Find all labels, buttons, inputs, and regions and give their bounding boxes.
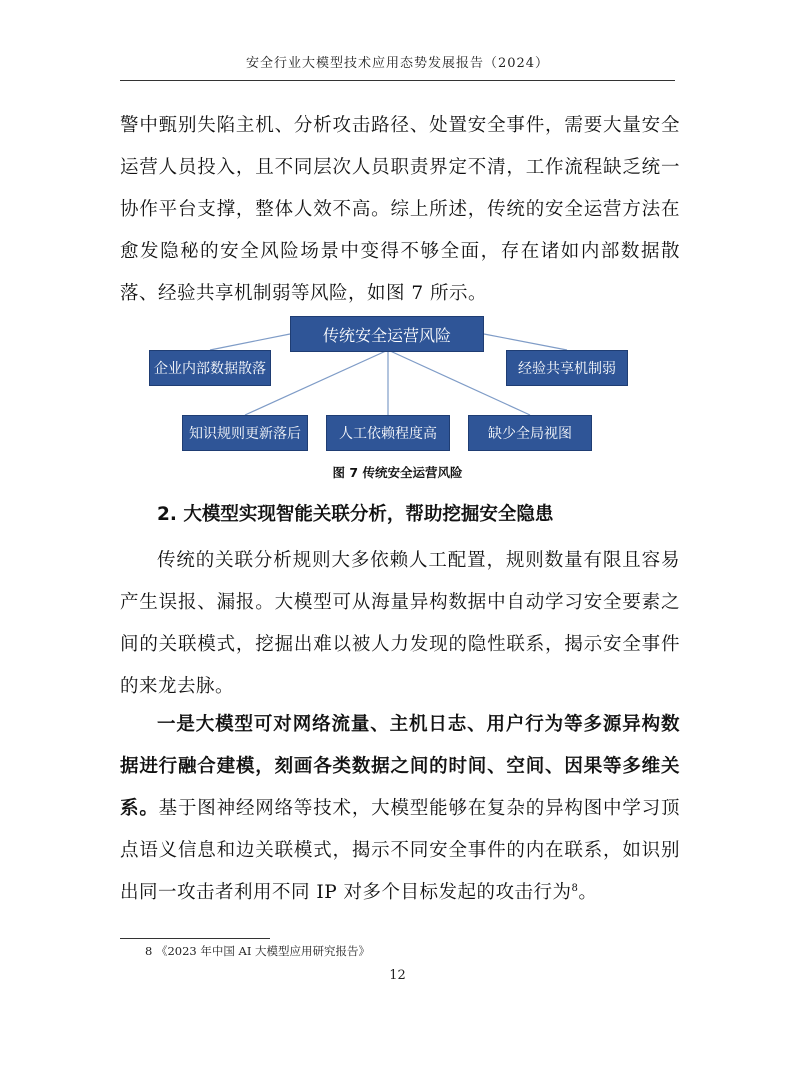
footnote-reference[interactable]: 8 [571,882,579,894]
footnote: 8 《2023 年中国 AI 大模型应用研究报告》 [145,944,371,958]
paragraph-2: 传统的关联分析规则大多依赖人工配置，规则数量有限且容易产生误报、漏报。大模型可从海量异构数据中自动学习安全要素之间的关联模式，挖掘出难以被人力发现的隐性联系，揭示安全事件的来龙去脉。 [120,550,680,697]
paragraph-3-bold-lead: 一是大模型可对网络流量、主机日志、用户行为等多源异构数据进行融合建模，刻画各类数据之间的时间、空间、因果等多维关系。 [120,714,680,819]
paragraph-3-body: 基于图神经网络等技术，大模型能够在复杂的异构图中学习顶点语义信息和边关联模式，揭示不同安全事件的内在联系，如识别出同一攻击者利用不同 IP 对多个目标发起的攻击行为 [120,798,680,903]
paragraph-3 [120,704,680,914]
paragraph-3-end: 。 [578,882,598,903]
risk-node-knowledge-rules: 知识规则更新落后 [182,415,308,451]
footnote-divider [120,938,270,939]
paragraph-1: 警中甄别失陷主机、分析攻击路径、处置安全事件，需要大量安全运营人员投入，且不同层次人员职责界定不清，工作流程缺乏统一协作平台支撑，整体人效不高。综上所述，传统的安全运营方法在愈发隐秘的安全风险场景中变得不够全面，存在诸如内部数据散落、经验共享机制弱等风险，如图 7 所示。 [120,115,680,304]
risk-node-manual-dependence: 人工依赖程度高 [326,415,450,451]
running-header: 安全行业大模型技术应用态势发展报告（2024） [245,56,550,71]
connector-to-data-scattered [210,334,290,350]
page-number: 12 [389,968,406,983]
risk-node-data-scattered: 企业内部数据散落 [149,350,271,386]
connector-to-experience-sharing [484,334,567,350]
risk-node-experience-sharing: 经验共享机制弱 [506,350,628,386]
section-heading: 2. 大模型实现智能关联分析，帮助挖掘安全隐患 [157,504,554,525]
header-divider [120,80,675,81]
figure-caption: 图 7 传统安全运营风险 [332,465,463,480]
risk-node-global-view: 缺少全局视图 [468,415,592,451]
risk-root-node: 传统安全运营风险 [290,316,484,352]
